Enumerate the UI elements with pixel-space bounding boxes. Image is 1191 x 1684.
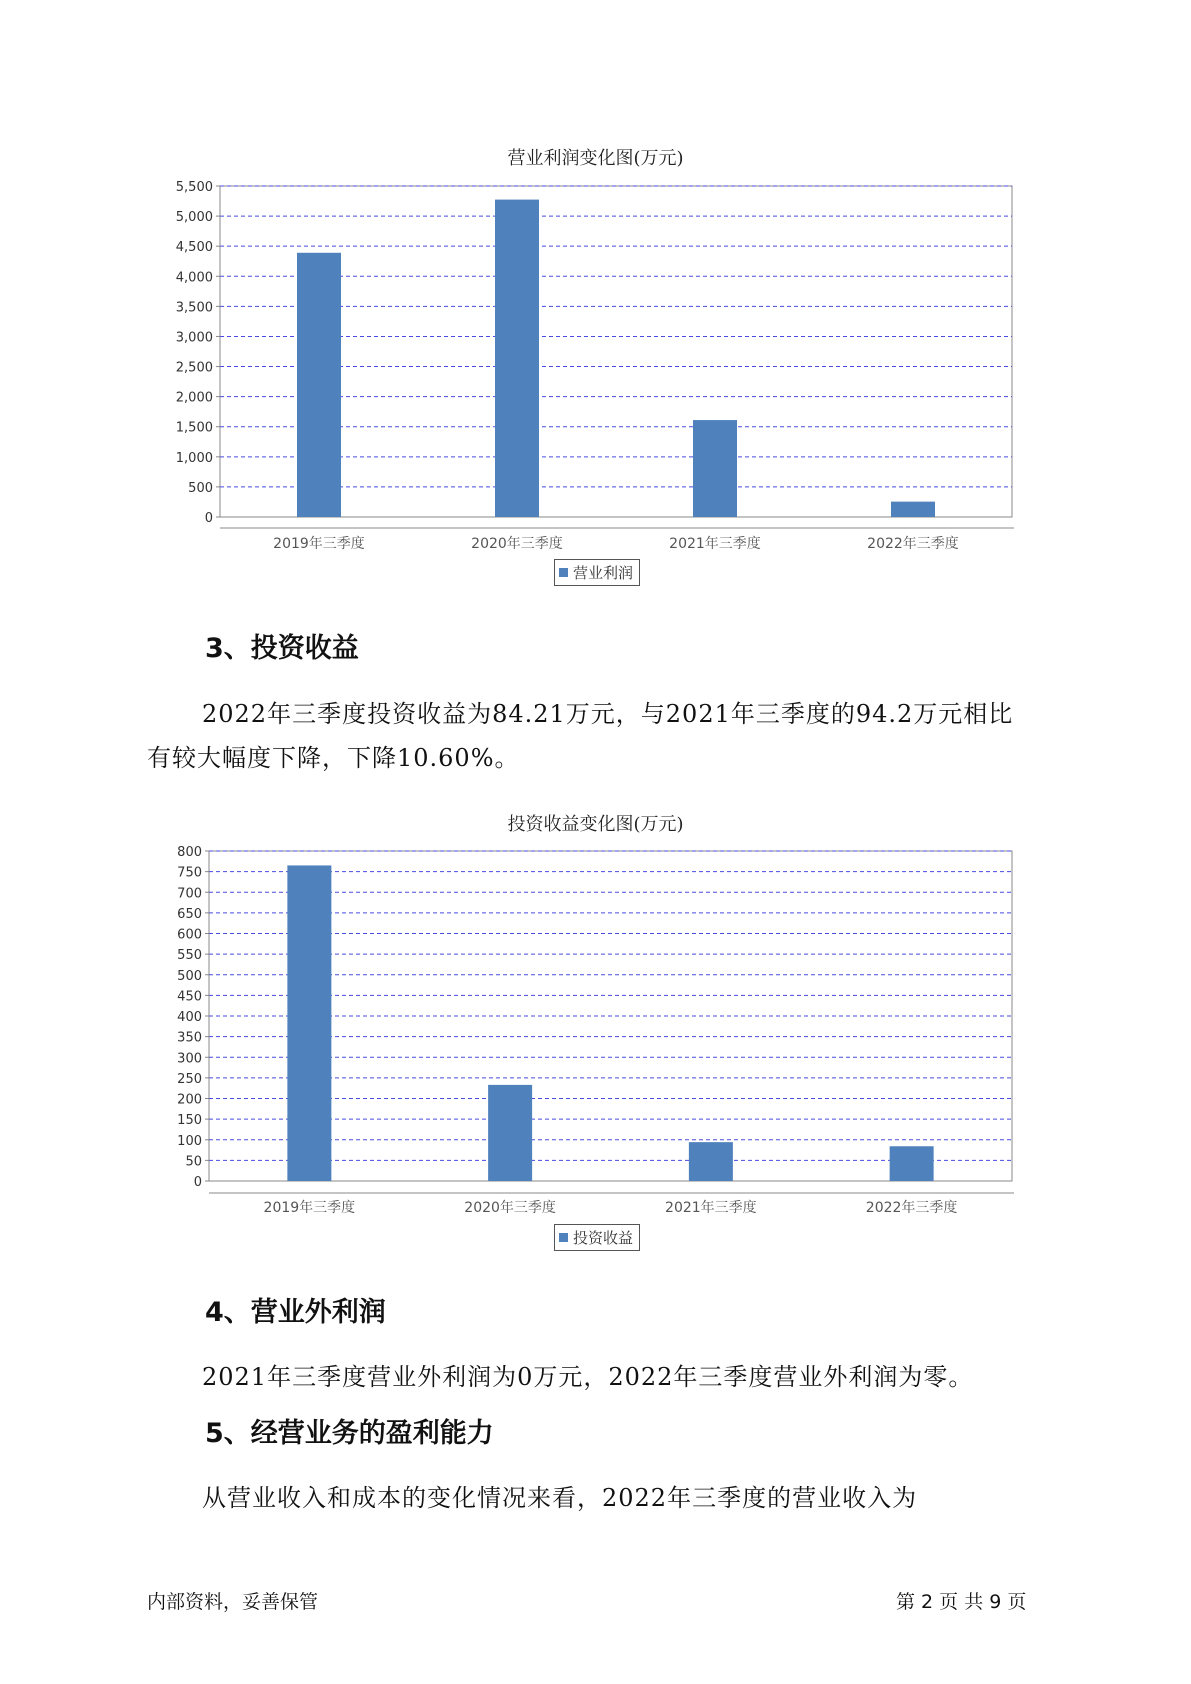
y-tick-label: 750	[177, 865, 202, 881]
y-tick-label: 700	[177, 886, 202, 902]
section3-line2: 有较大幅度下降，下降10.60%。	[147, 744, 520, 772]
x-tick-label: 2021年三季度	[669, 536, 761, 552]
y-tick-label: 200	[177, 1092, 202, 1108]
section5-heading: 5、经营业务的盈利能力	[205, 1418, 494, 1449]
y-tick-label: 1,000	[175, 450, 213, 466]
y-tick-label: 3,500	[175, 300, 213, 316]
x-tick-label: 2019年三季度	[273, 536, 365, 552]
y-tick-label: 500	[188, 480, 213, 496]
y-tick-label: 50	[185, 1154, 202, 1170]
y-tick-label: 2,000	[175, 390, 213, 406]
section4-line1: 2021年三季度营业外利润为0万元，2022年三季度营业外利润为零。	[202, 1363, 974, 1391]
y-tick-label: 0	[193, 1175, 202, 1190]
y-tick-label: 4,000	[175, 270, 213, 286]
chart1-legend-label: 营业利润	[573, 564, 634, 582]
section3-heading: 3、投资收益	[205, 633, 359, 664]
x-tick-label: 2020年三季度	[464, 1200, 556, 1216]
y-tick-label: 0	[204, 511, 213, 526]
y-tick-label: 550	[177, 948, 202, 964]
y-tick-label: 450	[177, 989, 202, 1005]
y-tick-label: 3,000	[175, 330, 213, 346]
y-tick-label: 150	[177, 1113, 202, 1129]
y-tick-label: 2,500	[175, 360, 213, 376]
y-tick-label: 300	[177, 1051, 202, 1067]
bar	[689, 1142, 733, 1181]
y-tick-label: 250	[177, 1071, 202, 1087]
chart2-legend-label: 投资收益	[573, 1229, 634, 1247]
section3-line1: 2022年三季度投资收益为84.21万元，与2021年三季度的94.2万元相比	[202, 700, 1014, 728]
footer-page-number: 第 2 页 共 9 页	[896, 1591, 1027, 1613]
bar	[488, 1085, 532, 1181]
y-tick-label: 100	[177, 1133, 202, 1149]
section4-heading: 4、营业外利润	[205, 1297, 386, 1328]
y-tick-label: 400	[177, 1010, 202, 1025]
x-tick-label: 2020年三季度	[471, 536, 563, 552]
y-tick-label: 1,500	[175, 420, 213, 436]
y-tick-label: 5,000	[175, 210, 213, 226]
footer-confidential: 内部资料，妥善保管	[147, 1591, 319, 1613]
chart1-title: 营业利润变化图(万元)	[507, 148, 684, 169]
y-tick-label: 600	[177, 927, 202, 943]
chart2-title: 投资收益变化图(万元)	[507, 814, 684, 835]
y-tick-label: 5,500	[175, 180, 213, 195]
x-tick-label: 2022年三季度	[867, 536, 959, 552]
y-tick-label: 650	[177, 906, 202, 922]
bar	[287, 865, 331, 1181]
x-tick-label: 2022年三季度	[865, 1200, 958, 1216]
y-tick-label: 350	[177, 1030, 202, 1046]
x-tick-label: 2021年三季度	[665, 1200, 757, 1216]
section5-line1: 从营业收入和成本的变化情况来看，2022年三季度的营业收入为	[202, 1484, 918, 1512]
bar	[890, 1146, 934, 1181]
x-tick-label: 2019年三季度	[263, 1200, 356, 1216]
y-tick-label: 800	[177, 845, 202, 860]
legend-swatch	[559, 1233, 568, 1242]
chart2-legend	[554, 1224, 640, 1251]
y-tick-label: 4,500	[175, 240, 213, 256]
y-tick-label: 500	[177, 968, 202, 984]
